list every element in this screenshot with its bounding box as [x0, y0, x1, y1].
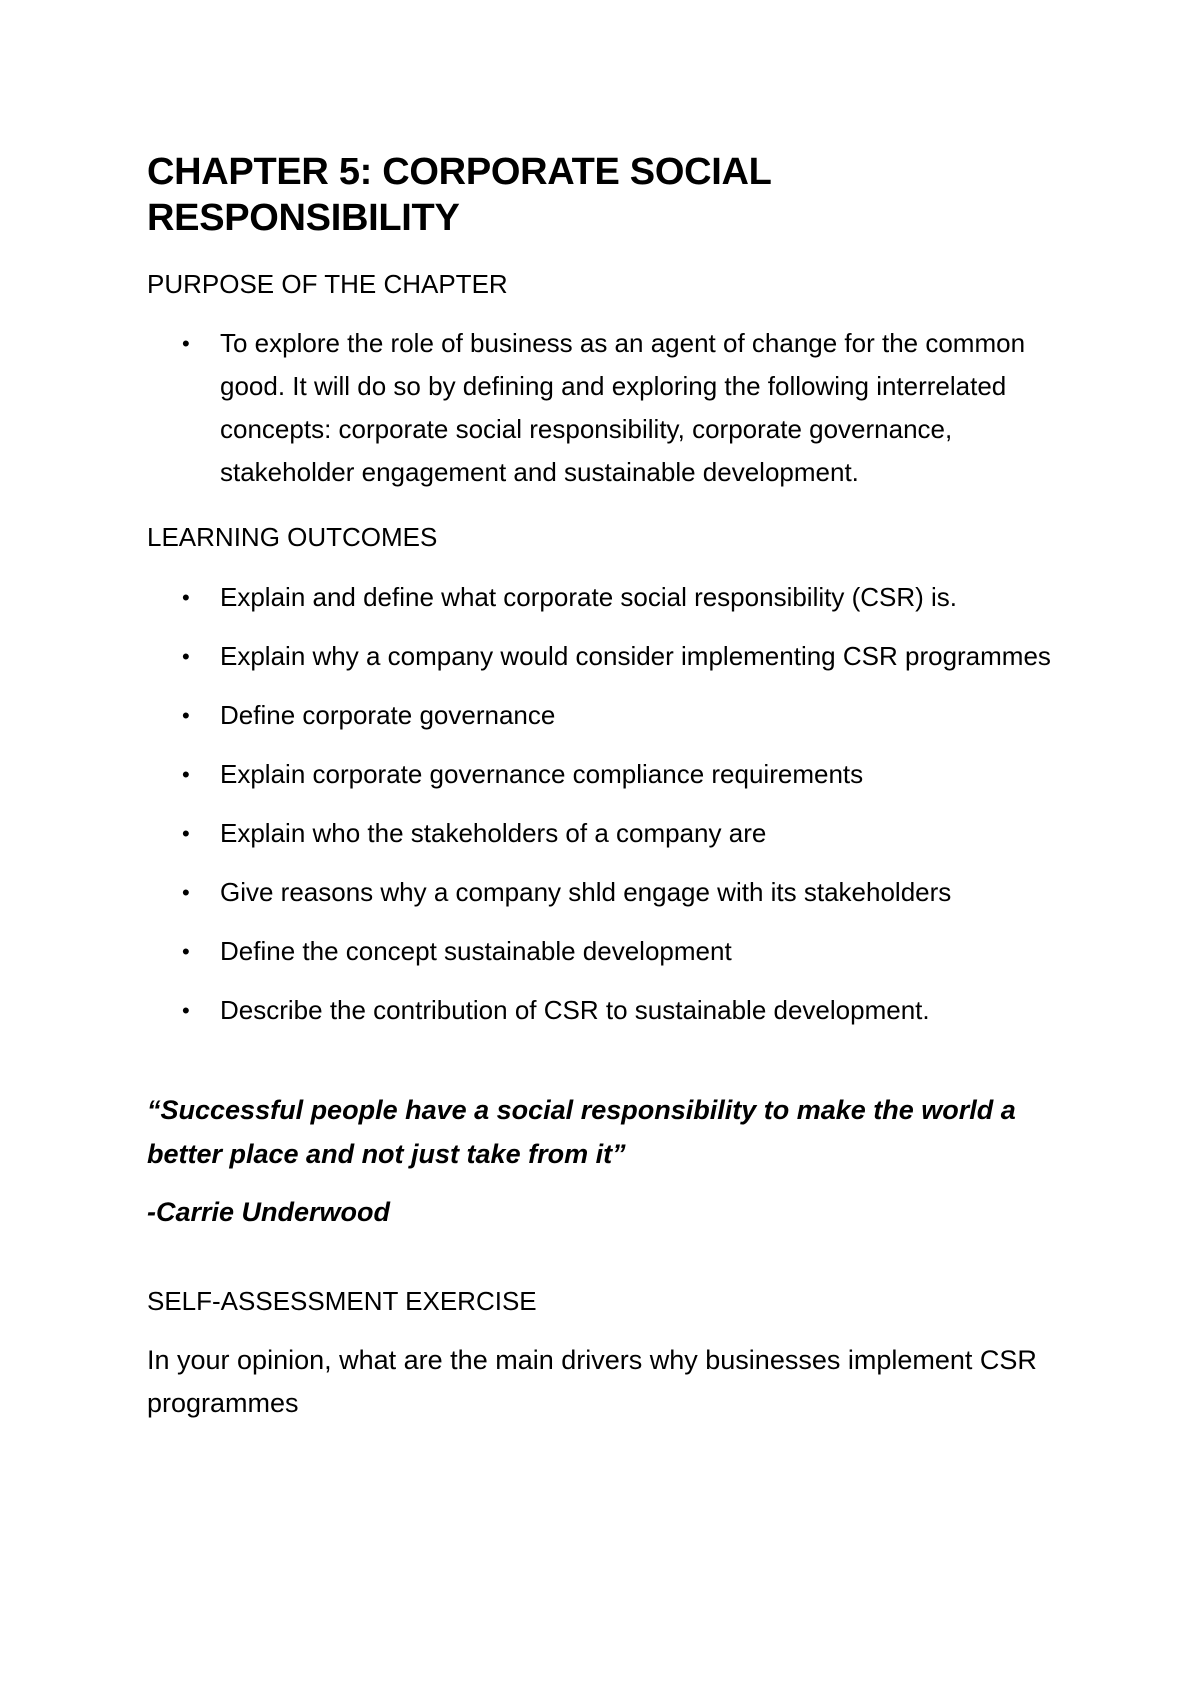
- quote-text: “Successful people have a social responsibility to make the world a better place and not just take from it”: [147, 1094, 1016, 1169]
- outcome-item-text: Explain who the stakeholders of a company are: [220, 817, 767, 848]
- outcome-item: [147, 694, 1087, 737]
- outcome-item-text: Give reasons why a company shld engage with its stakeholders: [220, 876, 952, 907]
- outcome-item: [147, 930, 1087, 973]
- outcome-item: [147, 576, 1087, 619]
- outcome-item: [147, 989, 1087, 1032]
- outcome-item-text: Explain and define what corporate social responsibility (CSR) is.: [220, 581, 958, 612]
- outcome-item: [147, 753, 1087, 796]
- bullet-icon: •: [182, 702, 190, 728]
- bullet-icon: •: [182, 879, 190, 905]
- bullet-icon: •: [182, 938, 190, 964]
- outcome-item-text: Explain why a company would consider implementing CSR programmes: [220, 640, 1051, 671]
- quote-author: -Carrie Underwood: [147, 1196, 391, 1227]
- learning-outcomes-heading: LEARNING OUTCOMES: [147, 522, 438, 553]
- bullet-icon: •: [182, 761, 190, 787]
- purpose-list: [147, 322, 1087, 494]
- outcome-item: [147, 812, 1087, 855]
- outcome-item-text: Describe the contribution of CSR to sustainable development.: [220, 994, 930, 1025]
- purpose-heading: PURPOSE OF THE CHAPTER: [147, 269, 508, 300]
- self-assessment-question: In your opinion, what are the main drivers why businesses implement CSR programmes: [147, 1344, 1037, 1418]
- bullet-icon: •: [182, 584, 190, 610]
- outcome-item: [147, 635, 1087, 678]
- bullet-icon: •: [182, 643, 190, 669]
- learning-outcomes-list: [147, 576, 1087, 1032]
- purpose-item-text: To explore the role of business as an agent of change for the common good. It will do so by defining and exploring the following interrelated concepts: corporate social responsibility, corporate governance, stakeholder engagement and sustainable development.: [220, 328, 1026, 488]
- outcome-item-text: Define the concept sustainable development: [220, 935, 732, 966]
- outcome-item-text: Define corporate governance: [220, 699, 556, 730]
- purpose-item: [147, 322, 1087, 494]
- self-assessment-heading: SELF-ASSESSMENT EXERCISE: [147, 1285, 537, 1316]
- outcome-item-text: Explain corporate governance compliance requirements: [220, 758, 864, 789]
- bullet-icon: •: [182, 997, 190, 1023]
- bullet-icon: •: [182, 331, 190, 357]
- chapter-title: CHAPTER 5: CORPORATE SOCIAL RESPONSIBILITY: [147, 151, 771, 239]
- bullet-icon: •: [182, 820, 190, 846]
- outcome-item: [147, 871, 1087, 914]
- document-content: [147, 150, 1087, 1425]
